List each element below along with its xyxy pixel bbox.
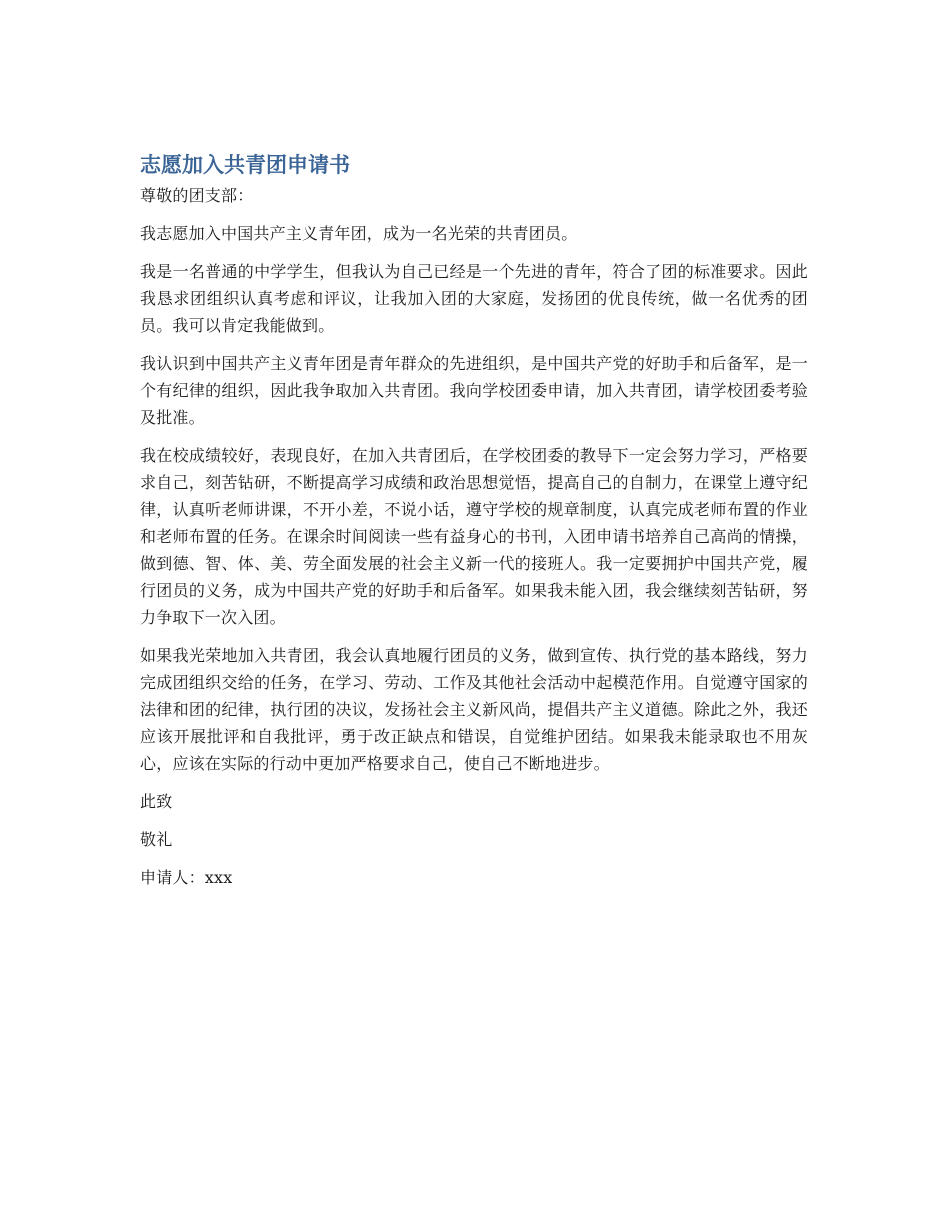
- body-paragraph-5: 如果我光荣地加入共青团，我会认真地履行团员的义务，做到宣传、执行党的基本路线，努力完成团组织交给的任务，在学习、劳动、工作及其他社会活动中起模范作用。自觉遵守国家的法律和团的纪律，执行团的决议，发扬社会主义新风尚，提倡共产主义道德。除此之外，我还应该开展批评和自我批评，勇于改正缺点和错误，自觉维护团结。如果我未能录取也不用灰心，应该在实际的行动中更加严格要求自己，使自己不断地进步。: [140, 646, 808, 773]
- closing-greeting: 此致: [140, 792, 173, 811]
- body-paragraph-2: 我是一名普通的中学学生，但我认为自己已经是一个先进的青年，符合了团的标准要求。因此我恳求团组织认真考虑和评议，让我加入团的大家庭，发扬团的优良传统，做一名优秀的团员。我可以肯定我能做到。: [140, 262, 808, 335]
- signature: 申请人：xxx: [140, 868, 233, 887]
- body-paragraph-4: 我在校成绩较好，表现良好，在加入共青团后，在学校团委的教导下一定会努力学习，严格要求自己，刻苦钻研，不断提高学习成绩和政治思想觉悟，提高自己的自制力，在课堂上遵守纪律，认真听老师讲课，不开小差，不说小话，遵守学校的规章制度，认真完成老师布置的作业和老师布置的任务。在课余时间阅读一些有益身心的书刊，入团申请书培养自己高尚的情操，做到德、智、体、美、劳全面发展的社会主义新一代的接班人。我一定要拥护中国共产党，履行团员的义务，成为中国共产党的好助手和后备军。如果我未能入团，我会继续刻苦钻研，努力争取下一次入团。: [140, 446, 808, 627]
- document-page: [140, 150, 808, 902]
- body-paragraph-3: 我认识到中国共产主义青年团是青年群众的先进组织，是中国共产党的好助手和后备军，是一个有纪律的组织，因此我争取加入共青团。我向学校团委申请，加入共青团，请学校团委考验及批准。: [140, 354, 808, 427]
- document-title: 志愿加入共青团申请书: [140, 153, 350, 177]
- closing-salute: 敬礼: [140, 830, 173, 849]
- body-paragraph-1: 我志愿加入中国共产主义青年团，成为一名光荣的共青团员。: [140, 224, 578, 243]
- salutation: 尊敬的团支部：: [140, 186, 254, 205]
